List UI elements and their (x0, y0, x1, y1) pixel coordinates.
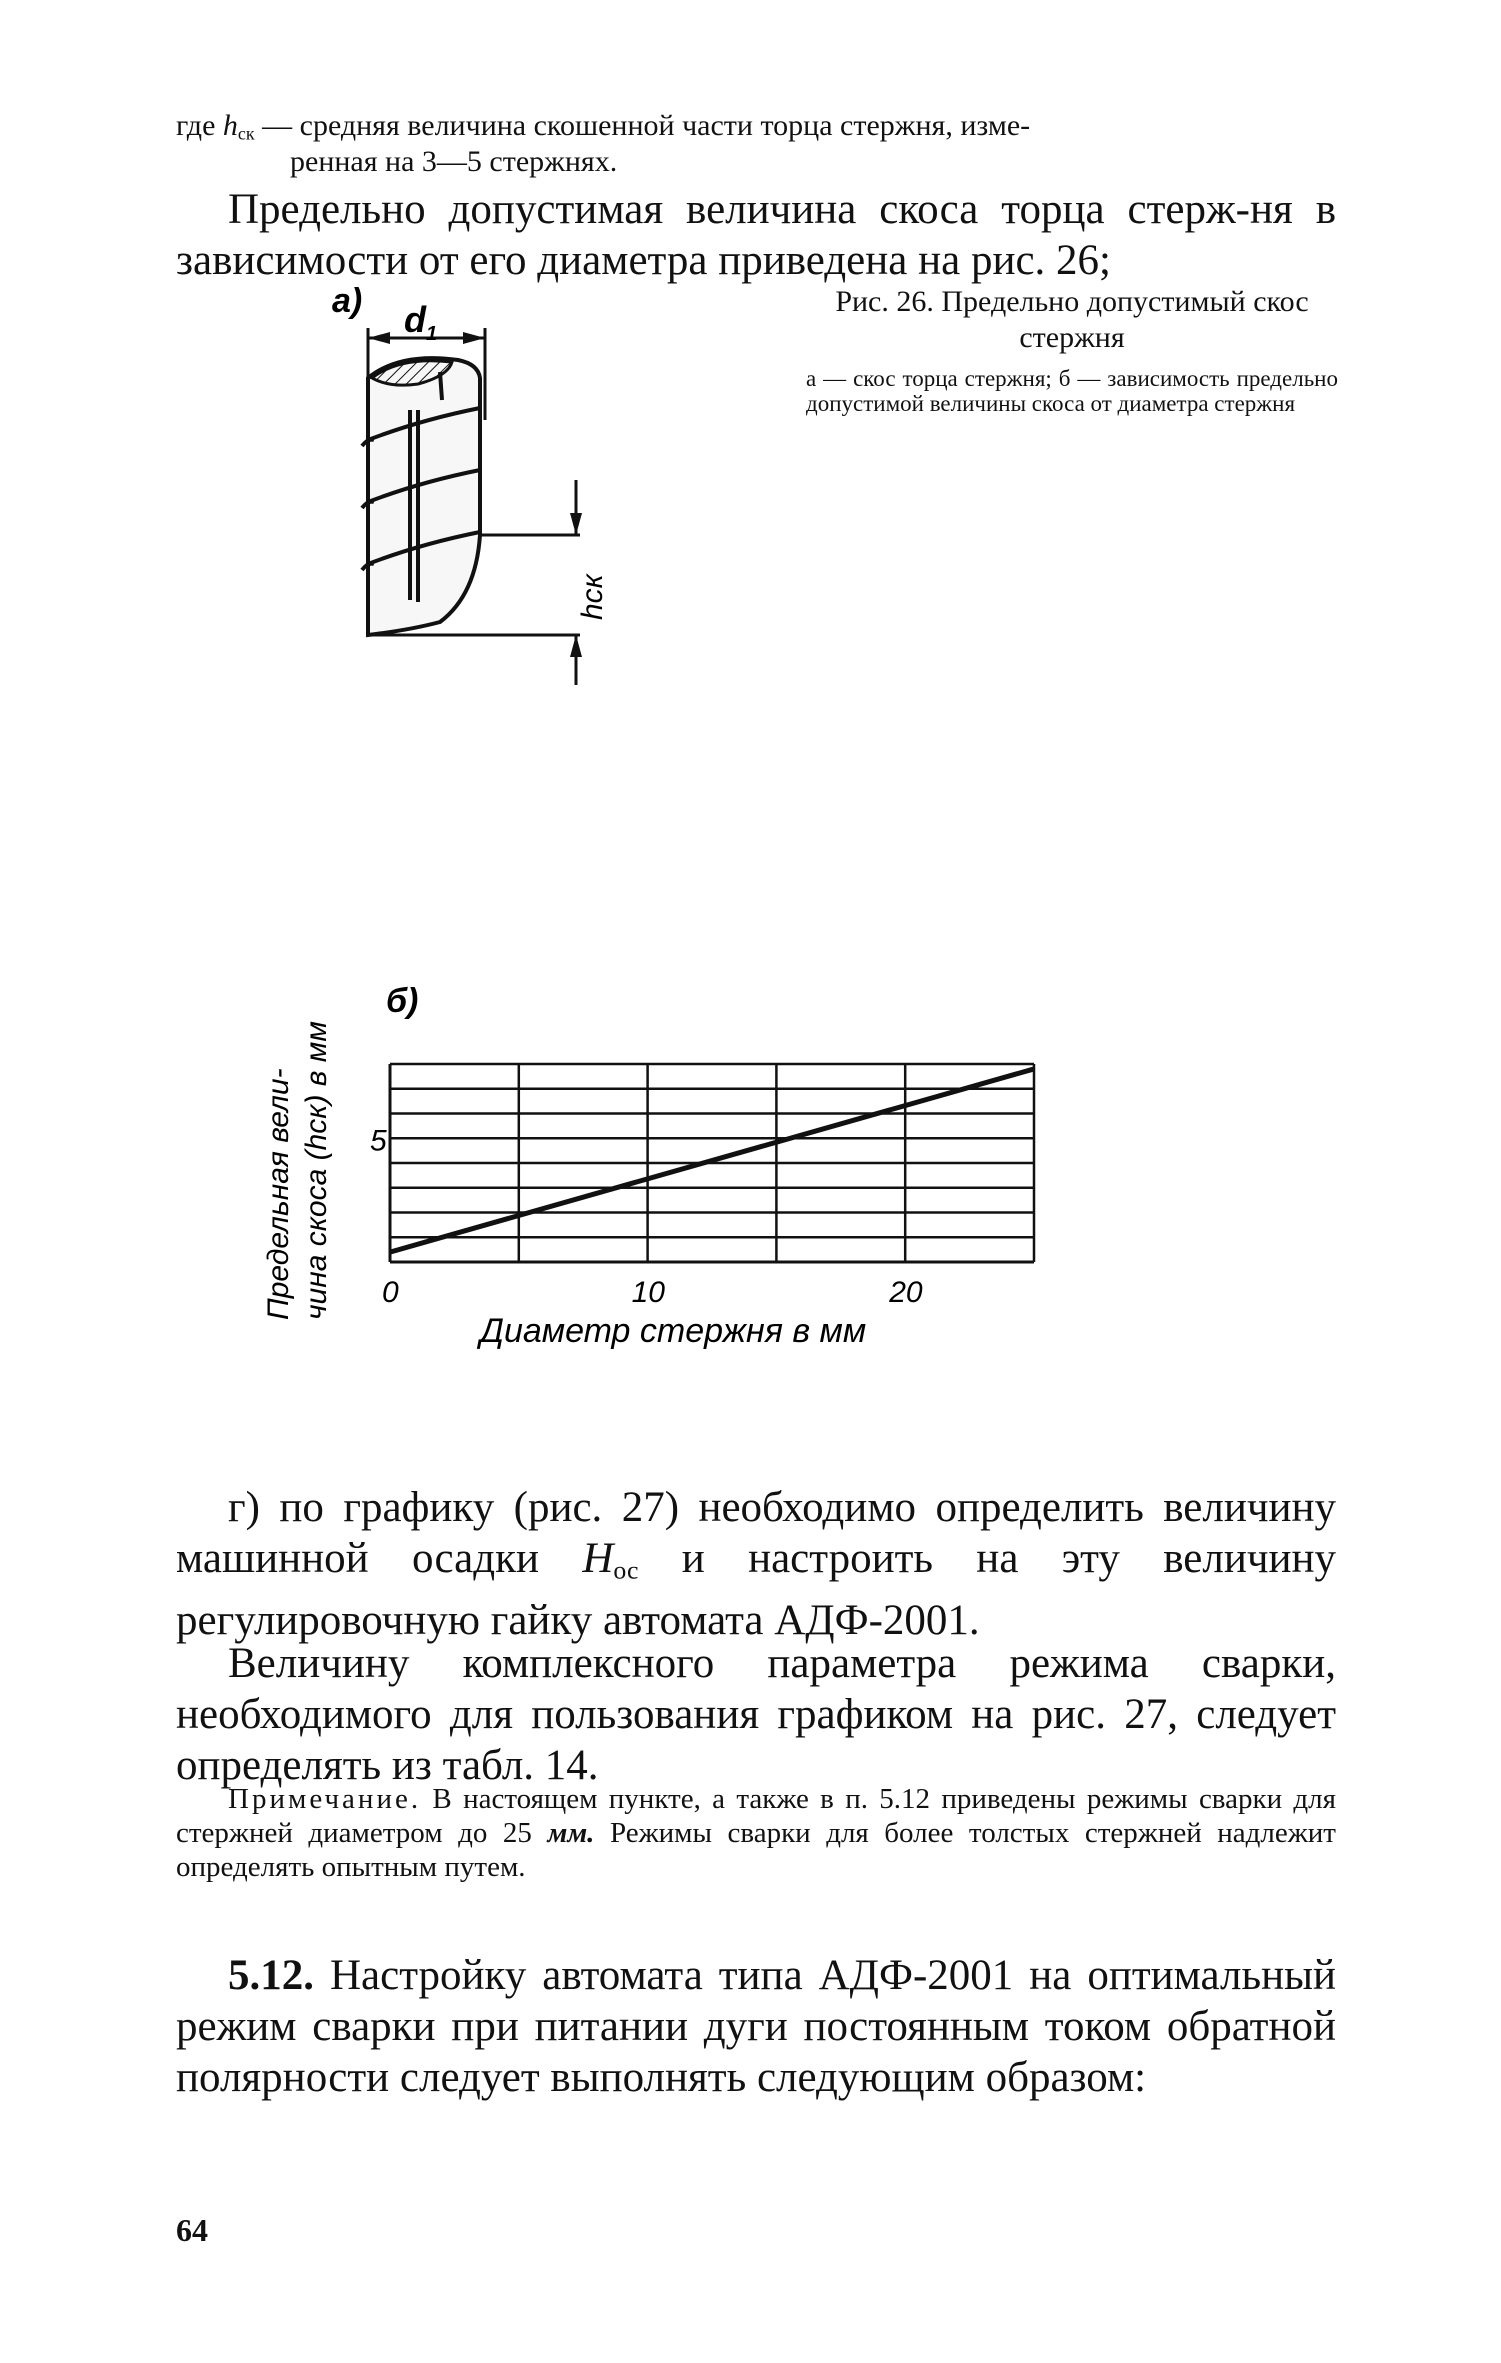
symbol-h-oc: Н (582, 1535, 614, 1582)
x-tick-label: 20 (889, 1276, 923, 1309)
symbol-h-oc-subscript: ос (613, 1555, 639, 1585)
page-number: 64 (176, 2212, 208, 2248)
note-block (176, 1782, 1336, 1884)
section-text: Настройку автомата типа АДФ-2001 на оптимальный режим сварки при питании дуги постоянным током обратной полярности следует выполнять следующим образом: (176, 1952, 1336, 2101)
symbol-h: h (222, 109, 238, 142)
definition-text: — средняя величина скошенной части торца стержня, изме- (254, 109, 1031, 142)
figure-label-b: б) (386, 982, 419, 1020)
section-number: 5.12. (228, 1952, 314, 1999)
y-tick-label: 5 (370, 1124, 387, 1158)
x-tick-label: 10 (631, 1276, 665, 1309)
figure-label-a: а) (332, 282, 363, 320)
paragraph-graph-instruction (176, 1482, 1336, 1646)
hck-arrow-top (570, 513, 582, 535)
note-text-start: В настоящем пункте, а также в п. 5.12 приведены режимы сварки для стержней диаметром до 25 (176, 1783, 1336, 1849)
paragraph-complex-parameter: Величину комплексного параметра режима сварки, необходимого для пользования графиком на рис. 27, следует определять из табл. 14. (176, 1640, 1336, 1789)
x-axis-label: Диаметр стержня в мм (480, 1312, 867, 1350)
skew-limit-chart (250, 950, 1070, 1360)
d1-arrow-left (368, 332, 390, 344)
d1-label: $d_1$ (404, 299, 438, 345)
x-tick-label: 0 (382, 1276, 399, 1309)
figure-caption-legend: а — скос торца стержня; б — зависимость предельно допустимой величины скоса от диаметра стержня (806, 366, 1338, 416)
rebar-skew-diagram (332, 280, 810, 700)
paragraph-skew-limit: Предельно допустимая величина скоса торца стерж-ня в зависимости от его диаметра приведена на рис. 26; (176, 186, 1336, 284)
y-axis-label-line2: чина скоса (hск) в мм (300, 1021, 333, 1320)
figure-caption-title: Рис. 26. Предельно допустимый скос стержня (835, 285, 1309, 354)
paragraph-graph-text-start: г) по графику (рис. 27) необходимо определить величину машинной осадки (176, 1484, 1336, 1582)
paragraph-graph-text-end: и настроить на эту величину регулировочную гайку автомата АДФ-2001. (176, 1535, 1336, 1645)
note-label: Примечание. (228, 1783, 422, 1815)
hck-label: hск (576, 574, 609, 620)
series-line (390, 1069, 1034, 1252)
definition-continuation: ренная на 3—5 стержнях. (290, 145, 618, 178)
y-axis-label-line1: Предельная вели- (262, 1068, 295, 1320)
d1-arrow-right (463, 332, 485, 344)
note-text-end: Режимы сварки для более толстых стержней надлежит определять опытным путем. (176, 1817, 1336, 1883)
symbol-h-subscript: ск (237, 123, 255, 144)
note-unit: мм. (547, 1817, 595, 1849)
paragraph-section-512 (176, 1950, 1336, 2103)
figure-caption (806, 284, 1338, 416)
hck-arrow-bottom (570, 635, 582, 657)
where-word: где (176, 109, 216, 142)
